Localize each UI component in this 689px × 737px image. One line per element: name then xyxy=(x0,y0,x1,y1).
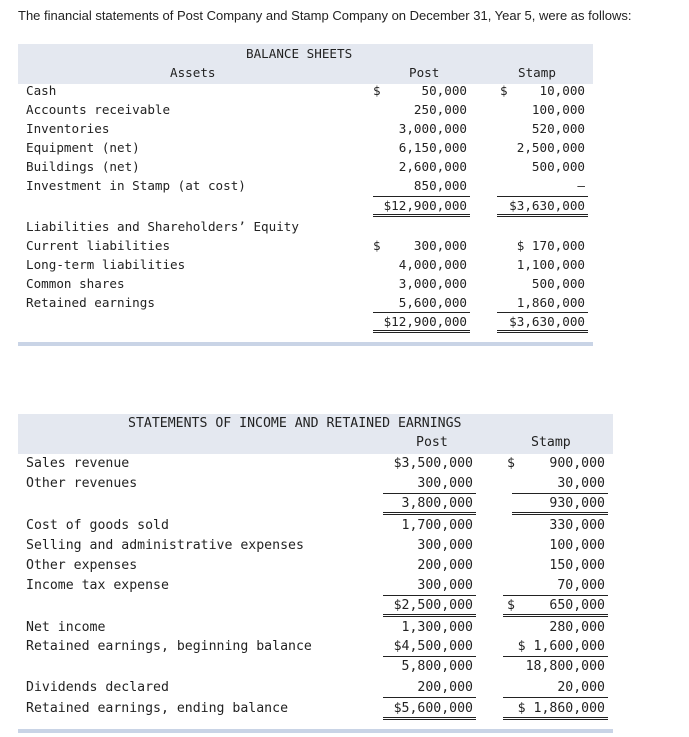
total-double-rule xyxy=(373,330,470,333)
subtotal-rule xyxy=(503,656,608,657)
post-value: $4,500,000 xyxy=(393,639,473,654)
stamp-value: 330,000 xyxy=(549,518,605,533)
subtotal-rule xyxy=(383,493,476,494)
total-double-rule xyxy=(503,717,608,720)
is-col-stamp: Stamp xyxy=(531,435,571,450)
stamp-value: 520,000 xyxy=(531,121,585,136)
stamp-value: 100,000 xyxy=(531,102,585,117)
post-value: 300,000 xyxy=(413,238,467,253)
subtotal-rule xyxy=(503,697,608,698)
row-label: Accounts receivable xyxy=(26,102,171,117)
total-double-rule xyxy=(383,512,476,515)
stamp-value: 650,000 xyxy=(549,598,605,613)
post-value: $3,500,000 xyxy=(393,456,473,471)
subtotal-rule xyxy=(383,595,476,596)
stamp-value: 30,000 xyxy=(557,476,605,491)
stamp-value: 100,000 xyxy=(549,538,605,553)
row-label: Inventories xyxy=(26,121,110,136)
currency-sign: $ xyxy=(500,83,508,98)
stamp-value: $ 1,600,000 xyxy=(517,639,605,654)
post-value: 850,000 xyxy=(413,178,467,193)
post-value: 300,000 xyxy=(417,476,473,491)
assets-heading: Assets xyxy=(170,65,216,80)
liabilities-heading: Liabilities and Shareholders’ Equity xyxy=(26,219,299,234)
stamp-value: $ 170,000 xyxy=(516,238,585,253)
post-value: 1,700,000 xyxy=(401,518,473,533)
row-label: Cost of goods sold xyxy=(26,518,169,533)
post-value: 250,000 xyxy=(413,102,467,117)
row-label: Cash xyxy=(26,83,57,98)
row-label: Retained earnings xyxy=(26,295,155,310)
row-label: Investment in Stamp (at cost) xyxy=(26,178,246,193)
stamp-total: $3,630,000 xyxy=(509,198,585,213)
subtotal-rule xyxy=(503,595,608,596)
total-double-rule xyxy=(383,614,476,617)
stamp-value: 1,860,000 xyxy=(516,295,585,310)
post-value: 5,800,000 xyxy=(401,659,473,674)
row-label: Dividends declared xyxy=(26,680,169,695)
row-label: Net income xyxy=(26,620,106,635)
total-double-rule xyxy=(512,512,608,515)
stamp-value: 70,000 xyxy=(557,578,605,593)
income-bottom-bar xyxy=(18,729,613,733)
post-value: 3,000,000 xyxy=(398,276,467,291)
stamp-value: 500,000 xyxy=(531,159,585,174)
stamp-value: 500,000 xyxy=(531,276,585,291)
row-label: Common shares xyxy=(26,276,125,291)
stamp-value: 900,000 xyxy=(549,456,605,471)
stamp-value: 20,000 xyxy=(557,680,605,695)
currency-sign: $ xyxy=(373,238,381,253)
post-value: 5,600,000 xyxy=(398,295,467,310)
stamp-value: 930,000 xyxy=(549,496,605,511)
post-value: 3,000,000 xyxy=(398,121,467,136)
bs-col-stamp: Stamp xyxy=(518,65,556,80)
post-value: $5,600,000 xyxy=(393,701,473,716)
post-value: 1,300,000 xyxy=(401,620,473,635)
currency-sign: $ xyxy=(373,83,381,98)
post-value: 50,000 xyxy=(421,83,467,98)
stamp-value: 150,000 xyxy=(549,558,605,573)
total-double-rule xyxy=(497,330,588,333)
post-value: 300,000 xyxy=(417,578,473,593)
post-total: $12,900,000 xyxy=(383,314,467,329)
post-value: 200,000 xyxy=(417,680,473,695)
row-label: Other expenses xyxy=(26,558,138,573)
stamp-value: – xyxy=(577,178,585,193)
total-double-rule xyxy=(503,614,608,617)
post-value: 300,000 xyxy=(417,538,473,553)
total-double-rule xyxy=(383,717,476,720)
currency-sign: $ xyxy=(507,598,515,613)
row-label: Retained earnings, ending balance xyxy=(26,701,289,716)
intro-text: The financial statements of Post Company and Stamp Company on December 31, Year 5, were as follows: xyxy=(18,8,632,23)
subtotal-rule xyxy=(383,656,476,657)
subtotal-rule xyxy=(383,697,476,698)
stamp-value: $ 1,860,000 xyxy=(517,701,605,716)
bs-col-post: Post xyxy=(409,65,440,80)
stamp-value: 2,500,000 xyxy=(516,140,585,155)
income-statement-title: STATEMENTS OF INCOME AND RETAINED EARNINGS xyxy=(128,416,462,431)
is-col-post: Post xyxy=(416,435,448,450)
row-label: Selling and administrative expenses xyxy=(26,538,304,553)
currency-sign: $ xyxy=(507,456,515,471)
stamp-value: 1,100,000 xyxy=(516,257,585,272)
post-value: $2,500,000 xyxy=(393,598,473,613)
balance-sheet-bottom-bar xyxy=(18,342,593,346)
post-value: 200,000 xyxy=(417,558,473,573)
stamp-value: 18,800,000 xyxy=(525,659,605,674)
post-value: 3,800,000 xyxy=(401,496,473,511)
row-label: Current liabilities xyxy=(26,238,171,253)
stamp-value: 280,000 xyxy=(549,620,605,635)
subtotal-rule xyxy=(512,493,608,494)
total-double-rule xyxy=(373,214,470,217)
row-label: Other revenues xyxy=(26,476,138,491)
balance-sheet-title: BALANCE SHEETS xyxy=(246,46,353,61)
row-label: Equipment (net) xyxy=(26,140,140,155)
row-label: Retained earnings, beginning balance xyxy=(26,639,312,654)
post-value: 2,600,000 xyxy=(398,159,467,174)
row-label: Income tax expense xyxy=(26,578,169,593)
total-double-rule xyxy=(497,214,588,217)
post-value: 4,000,000 xyxy=(398,257,467,272)
row-label: Long-term liabilities xyxy=(26,257,186,272)
stamp-total: $3,630,000 xyxy=(509,314,585,329)
post-value: 6,150,000 xyxy=(398,140,467,155)
row-label: Sales revenue xyxy=(26,456,130,471)
stamp-value: 10,000 xyxy=(539,83,585,98)
row-label: Buildings (net) xyxy=(26,159,140,174)
post-total: $12,900,000 xyxy=(383,198,467,213)
